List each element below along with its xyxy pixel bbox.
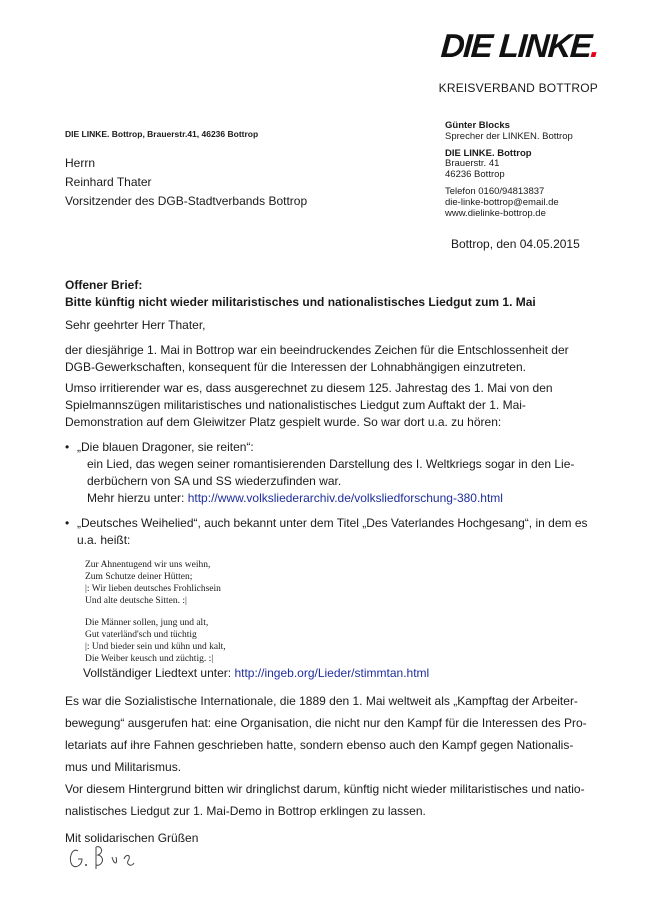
bullet-1-title: „Die blauen Dragoner, sie reiten“: [77,440,254,454]
sender-name: Günter Blocks [445,120,510,131]
recipient-salutation: Herrn [65,156,96,170]
sender-return-address: DIE LINKE. Bottrop, Brauerstr.41, 46236 Bottrop [65,129,259,139]
logo-text: DIE LINKE [439,27,592,64]
greeting: Mit solidarischen Grüßen [65,831,199,845]
sender-street: Brauerstr. 41 [445,158,500,170]
recipient-title: Vorsitzender des DGB-Stadtverbands Bottrop [65,194,308,208]
subject-line-2: Bitte künftig nicht wieder militaristisches und nationalistisches Liedgut zum 1. Mai [65,295,536,309]
verse-line: Die Männer sollen, jung und alt, [85,618,209,628]
verse-line: Zum Schutze deiner Hütten; [85,572,193,582]
sender-city: 46236 Bottrop [445,169,505,181]
bullet-1-text: ein Lied, das wegen seiner romantisierenden Darstellung des I. Weltkriegs sogar in den Lie- derbüchern von SA und SS wiederzufinden war. Mehr hierzu unter: http://www.volksliederarchiv.de/volksliedforschung-380.html [87,457,575,505]
song-verse [65,559,593,665]
verse-line: Zur Ahnentugend wir uns weihn, [85,560,211,570]
verse-line: Und alte deutsche Sitten. :| [85,596,187,606]
paragraph-2: Umso irritierender war es, dass ausgerechnet zu diesem 125. Jahrestag des 1. Mai von den Spielmannszügen militaristisches und nationalistisches Liedgut zum Auftakt der 1. Mai- Demonstration auf dem Gleiwitzer Platz gespielt wurde. So war dort u.a. zu hören: [65,381,553,429]
volksliederarchiv-link[interactable]: http://www.volksliederarchiv.de/volksliedforschung-380.html [187,491,503,505]
sender-phone: Telefon 0160/94813837 [445,185,545,197]
logo-dot: . [589,27,600,64]
ingeb-link[interactable]: http://ingeb.org/Lieder/stimmtan.html [234,666,430,680]
bullet-mark: • [65,516,70,530]
verse-line: Die Weiber keusch und züchtig. :| [85,654,214,664]
verse-line: Gut vaterländ'sch und tüchtig [85,630,197,640]
sender-website: www.dielinke-bottrop.de [445,207,546,219]
bullet-2-text: „Deutsches Weihelied“, auch bekannt unter dem Titel „Des Vaterlandes Hochgesang“, in dem es u.a. heißt: [77,516,588,547]
sender-email: die-linke-bottrop@email.de [445,196,559,208]
verse-stanza-2 [85,617,593,665]
die-linke-logo [439,26,599,66]
verse-line: |: Wir lieben deutsches Frohlichsein [85,584,221,594]
kreisverband-label: KREISVERBAND BOTTROP [438,81,598,95]
verse-stanza-1 [85,559,593,607]
letter-date: Bottrop, den 04.05.2015 [451,237,580,251]
subject-line-1: Offener Brief: [65,278,143,292]
paragraph-1: der diesjährige 1. Mai in Bottrop war ein beeindruckendes Zeichen für die Entschlossenheit der DGB-Gewerkschaften, konsequent für die Interessen der Lohnabhängigen einzutreten. [65,343,569,374]
recipient-address [65,154,307,211]
closing-paragraph: Es war die Sozialistische Internationale, die 1889 den 1. Mai weltweit als „Kampftag der Arbeiter- bewegung“ ausgerufen hat: eine Organisation, die nicht nur den Kampf für die Interessen des Pro- letariats auf ihre Fahnen geschrieben hatte, sondern ebenso auch den Kampf gegen Nationalis- mus und Militarismus. Vor diesem Hintergrund bitten wir dringlichst darum, künftig nicht wieder militaristisches und natio- nalistisches Liedgut zur 1. Mai-Demo in Bottrop erklingen zu lassen. [65,694,587,818]
bullet-dragoner [65,439,593,507]
full-lyrics-note: Vollständiger Liedtext unter: http://ingeb.org/Lieder/stimmtan.html [83,666,430,680]
bullet-weihelied [65,515,593,549]
sender-role: Sprecher der LINKEN. Bottrop [445,130,573,142]
salutation: Sehr geehrter Herr Thater, [65,318,206,332]
sender-contact-block [445,121,573,219]
recipient-name: Reinhard Thater [65,175,152,189]
verse-line: |: Und bieder sein und kühn und kalt, [85,642,226,652]
sender-org: DIE LINKE. Bottrop [445,147,532,159]
bullet-mark: • [65,440,70,454]
handwritten-signature [66,837,146,877]
letter-body [65,277,593,847]
